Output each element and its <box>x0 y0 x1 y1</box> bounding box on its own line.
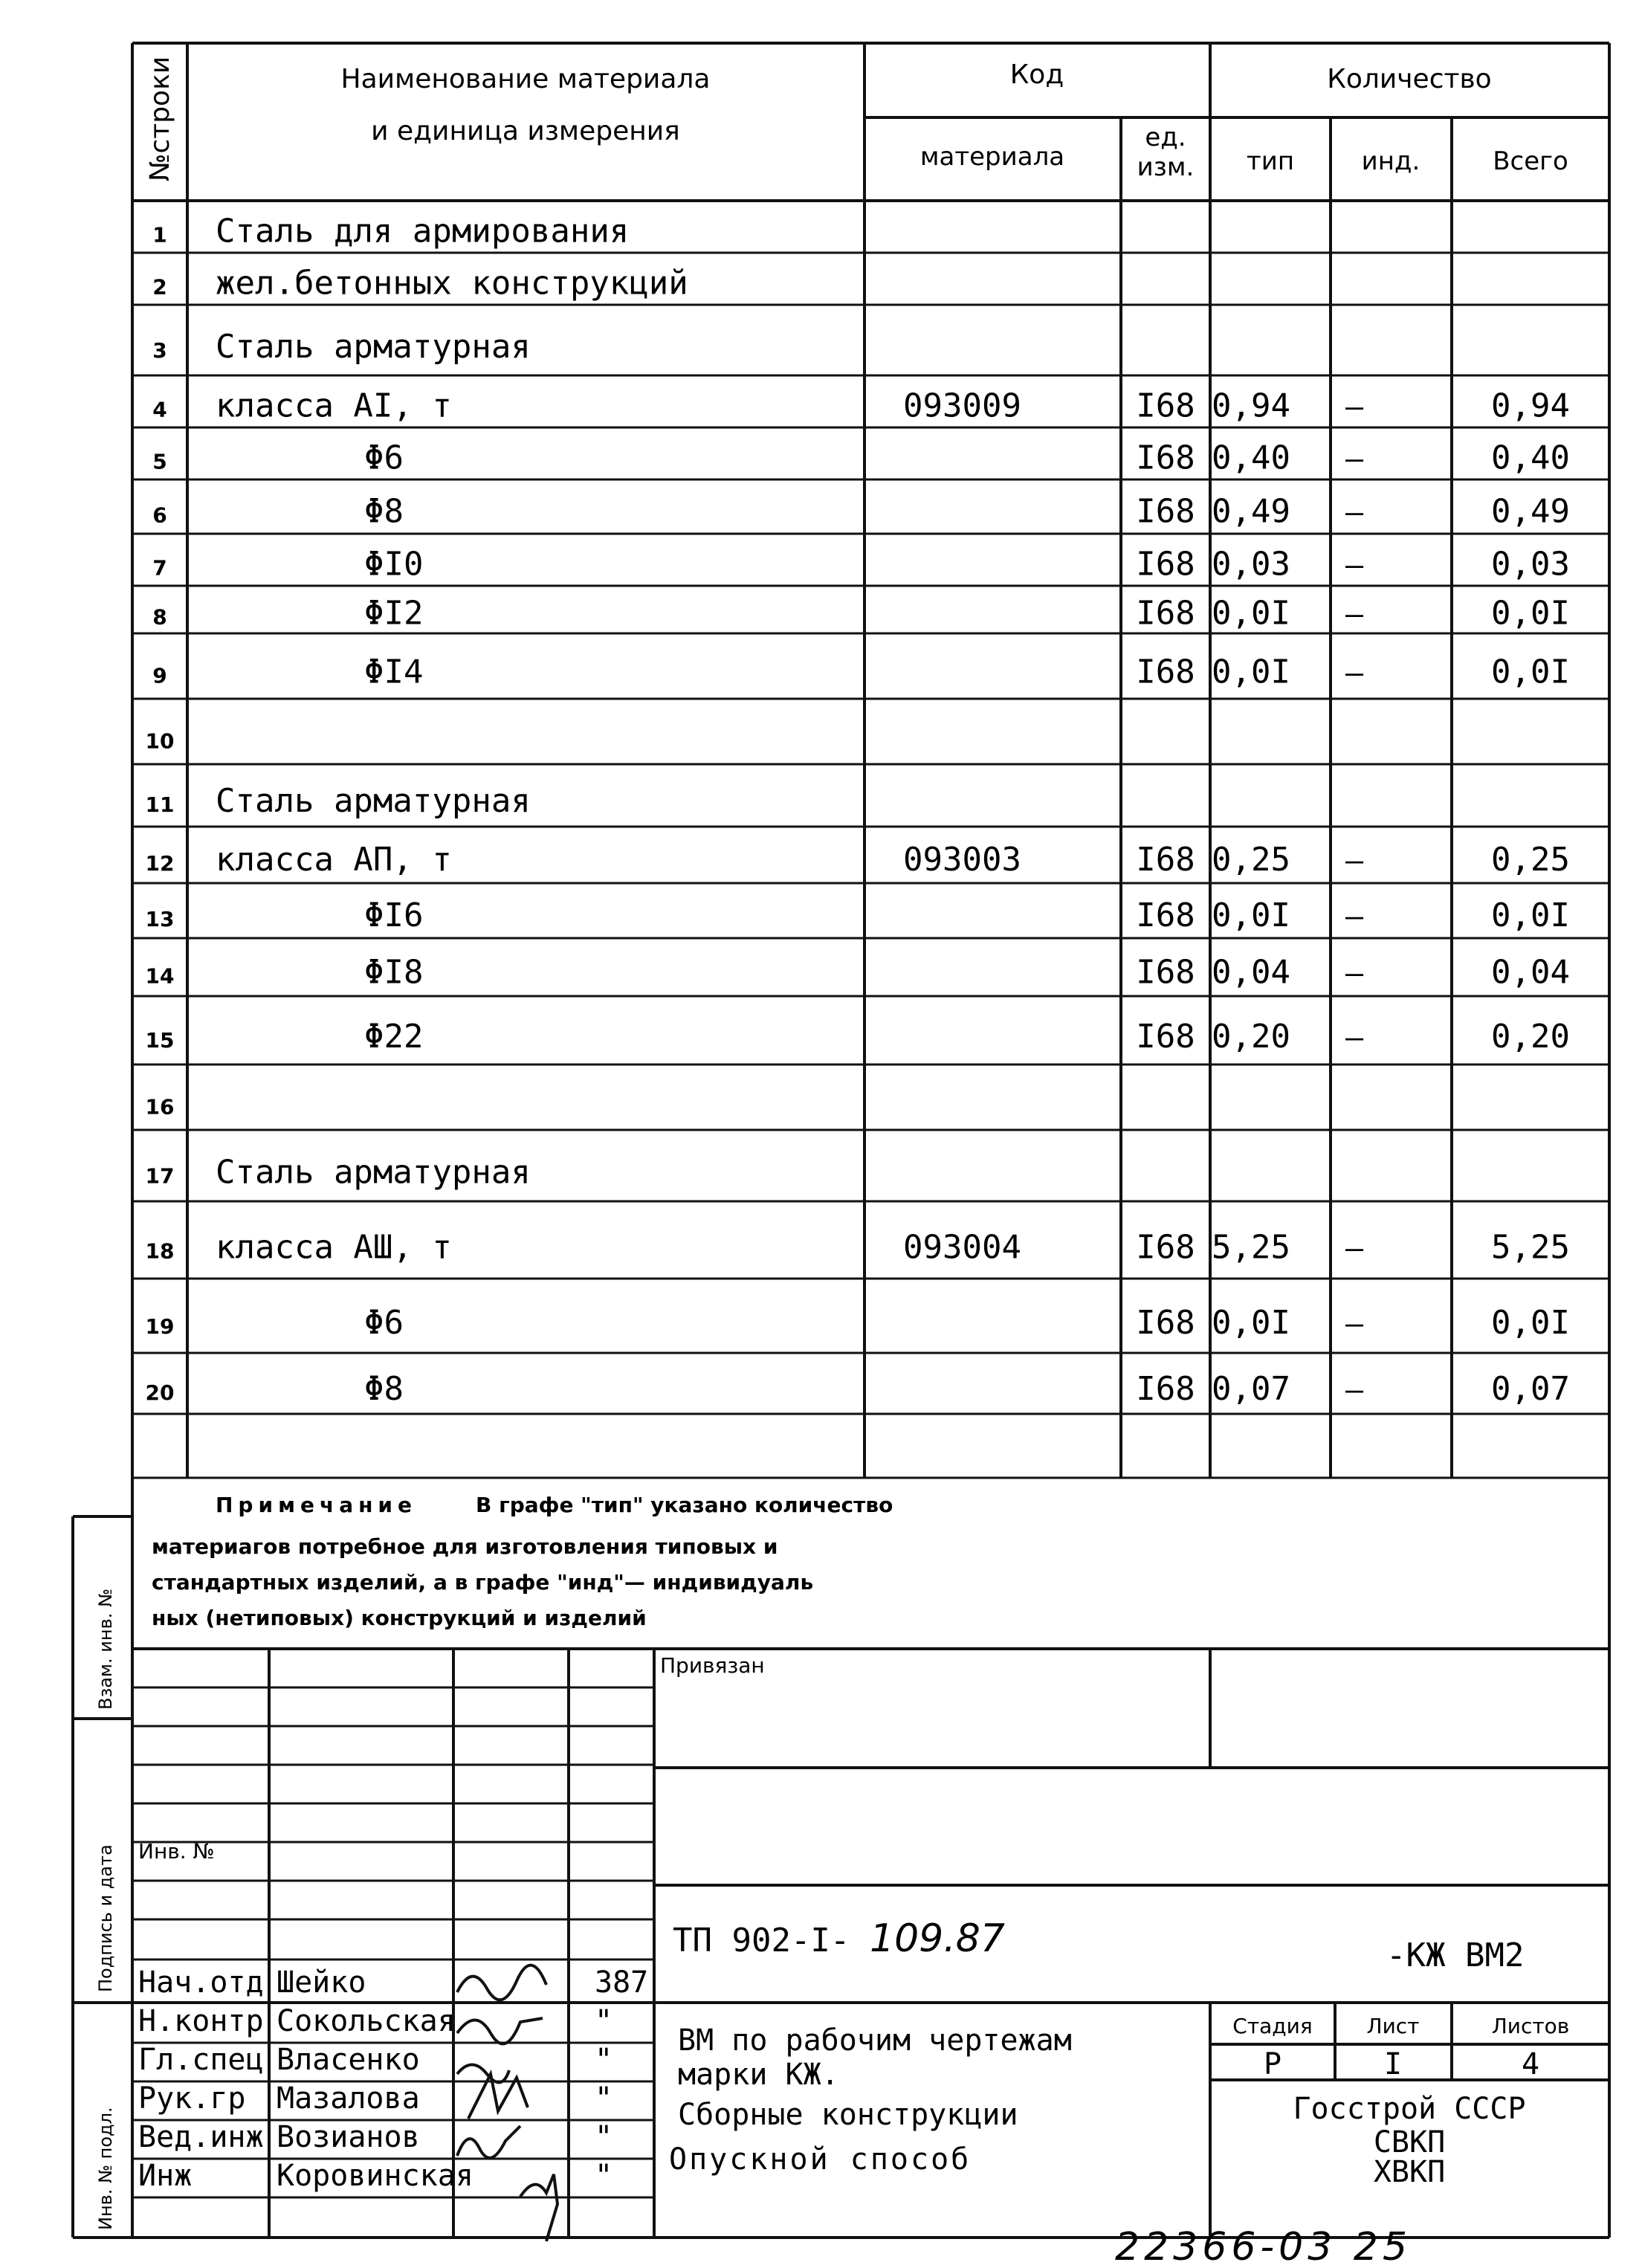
material-name: Φ8 <box>364 492 404 531</box>
row-number: 6 <box>152 503 167 528</box>
table-row <box>152 595 1570 633</box>
table-body <box>146 212 1570 1407</box>
qty-ind: – <box>1345 548 1364 583</box>
material-code: 093009 <box>903 387 1021 425</box>
header-total: Всего <box>1493 146 1568 176</box>
doc-code-handwritten: 109.87 <box>870 1916 1005 1961</box>
material-name: ΦI6 <box>364 896 424 934</box>
material-name: класса АП, т <box>216 841 452 879</box>
qty-ind: – <box>1345 495 1364 530</box>
material-name: Сталь для армирования <box>216 212 630 251</box>
material-name: Сталь арматурная <box>216 1153 531 1192</box>
note-line1: В графе "тип" указано количество <box>476 1493 893 1517</box>
header-row-number: №строки <box>145 56 175 181</box>
header-name-line1: Наименование материала <box>340 64 711 94</box>
qty-ind: – <box>1345 442 1364 476</box>
table-row <box>146 953 1570 991</box>
row-number: 18 <box>145 1238 175 1264</box>
qty-total: 0,03 <box>1491 545 1570 584</box>
material-name: класса АI, т <box>216 387 452 425</box>
qty-ind: – <box>1345 956 1364 991</box>
unit-code: I68 <box>1136 387 1195 425</box>
row-number: 10 <box>145 728 175 754</box>
title-line1: ВМ по рабочим чертежам <box>678 2023 1072 2058</box>
signer-role: Гл.спец <box>138 2043 264 2077</box>
row-number: 11 <box>145 792 175 818</box>
table-row <box>152 328 531 366</box>
qty-typ: 0,0I <box>1212 594 1290 633</box>
signer-date: " <box>595 2120 613 2154</box>
table-row <box>152 439 1570 476</box>
table-row <box>146 841 1570 879</box>
row-number: 19 <box>145 1314 175 1339</box>
table-grid <box>132 43 1609 2238</box>
signer-name: Возианов <box>277 2120 420 2154</box>
qty-total: 0,94 <box>1491 387 1570 425</box>
signer-role: Инж <box>138 2159 193 2193</box>
qty-typ: 0,40 <box>1212 439 1290 477</box>
signer-name: Власенко <box>277 2043 420 2077</box>
qty-total: 0,07 <box>1491 1369 1570 1408</box>
material-name: Сталь арматурная <box>216 782 531 821</box>
qty-ind: – <box>1345 1307 1364 1341</box>
row-number: 8 <box>152 604 167 630</box>
qty-typ: 0,07 <box>1212 1369 1290 1408</box>
unit-code: I68 <box>1136 841 1195 879</box>
note-block <box>152 1493 893 1630</box>
signature-6 <box>520 2174 557 2241</box>
row-number: 9 <box>152 663 167 688</box>
material-name: ΦI0 <box>364 545 424 584</box>
sheet-value: I <box>1383 2047 1403 2081</box>
table-row <box>152 264 688 302</box>
title-line3: Сборные конструкции <box>678 2098 1018 2132</box>
title-line4: Опускной способ <box>669 2142 972 2177</box>
qty-typ: 0,0I <box>1212 896 1290 934</box>
qty-total: 0,04 <box>1491 953 1570 992</box>
org-line3: ХВКП <box>1373 2155 1446 2189</box>
table-row <box>152 653 1570 691</box>
material-name: ΦI2 <box>364 594 424 633</box>
header-name-line2: и единица измерения <box>371 116 680 146</box>
header-code: Код <box>1009 59 1064 90</box>
header-ind: инд. <box>1361 146 1420 176</box>
unit-code: I68 <box>1136 1228 1195 1267</box>
row-number: 2 <box>152 274 167 300</box>
signature-3 <box>457 2065 509 2083</box>
unit-code: I68 <box>1136 492 1195 531</box>
table-row <box>146 1370 1570 1408</box>
note-label: Примечание <box>216 1493 418 1517</box>
table-row <box>146 1228 1570 1266</box>
row-number: 15 <box>145 1028 175 1053</box>
sheets-value: 4 <box>1521 2047 1540 2081</box>
signer-date: 387 <box>595 1965 649 2000</box>
qty-ind: – <box>1345 597 1364 632</box>
row-number: 17 <box>145 1163 175 1189</box>
unit-code: I68 <box>1136 439 1195 477</box>
org-line1: Госстрой СССР <box>1293 2092 1526 2126</box>
material-name: ΦI4 <box>364 653 424 691</box>
qty-total: 0,25 <box>1491 841 1570 879</box>
doc-code: ТП 902-I- <box>673 1922 850 1960</box>
qty-typ: 0,20 <box>1212 1018 1290 1056</box>
qty-typ: 0,49 <box>1212 492 1290 531</box>
signer-role: Нач.отд <box>138 1965 264 2000</box>
table-row <box>146 1304 1570 1342</box>
side-inv-podl: Инв. № подл. <box>95 2107 116 2230</box>
material-code: 093004 <box>903 1228 1021 1267</box>
qty-typ: 5,25 <box>1212 1228 1290 1267</box>
table-row <box>146 782 531 820</box>
row-number: 1 <box>152 222 167 248</box>
unit-code: I68 <box>1136 896 1195 934</box>
row-number: 16 <box>145 1094 175 1120</box>
qty-ind: – <box>1345 1231 1364 1266</box>
signer-role: Вед.инж <box>138 2120 264 2154</box>
qty-typ: 0,0I <box>1212 1304 1290 1342</box>
note-line3: стандартных изделий, а в графе "инд"— индивидуаль <box>152 1570 814 1595</box>
signer-date: " <box>595 2043 613 2077</box>
qty-ind: – <box>1345 1021 1364 1056</box>
stage-value: Р <box>1263 2047 1282 2081</box>
unit-code: I68 <box>1136 594 1195 633</box>
signature-1 <box>457 1965 546 2000</box>
footer-number: 22366-03 25 <box>1115 2225 1412 2265</box>
row-number: 7 <box>152 555 167 581</box>
table-row <box>146 1095 175 1120</box>
unit-code: I68 <box>1136 545 1195 584</box>
table-row <box>146 896 1570 934</box>
signer-name: Коровинская <box>277 2159 473 2193</box>
qty-typ: 0,25 <box>1212 841 1290 879</box>
signer-date: " <box>595 2081 613 2116</box>
row-number: 12 <box>145 851 175 876</box>
row-number: 20 <box>145 1380 175 1405</box>
signature-marks <box>457 1965 557 2241</box>
side-podpis-data: Подпись и дата <box>95 1844 116 1992</box>
qty-typ: 0,94 <box>1212 387 1290 425</box>
material-name: Φ22 <box>364 1018 424 1056</box>
unit-code: I68 <box>1136 653 1195 691</box>
qty-total: 0,40 <box>1491 439 1570 477</box>
material-code: 093003 <box>903 841 1021 879</box>
row-number: 13 <box>145 906 175 931</box>
material-name: Φ6 <box>364 1304 404 1342</box>
row-number: 4 <box>152 397 167 422</box>
signer-name: Мазалова <box>277 2081 420 2116</box>
signer-role: Рук.гр <box>138 2081 246 2116</box>
stage-label: Стадия <box>1232 2014 1313 2038</box>
qty-total: 0,0I <box>1491 1304 1570 1342</box>
note-line2: материагов потребное для изготовления типовых и <box>152 1534 778 1559</box>
signer-date: " <box>595 2159 613 2193</box>
header-quantity: Количество <box>1327 64 1492 94</box>
material-name: Сталь арматурная <box>216 327 531 366</box>
unit-code: I68 <box>1136 1369 1195 1408</box>
qty-total: 0,49 <box>1491 492 1570 531</box>
material-name: Φ8 <box>364 1369 404 1408</box>
table-row <box>146 1154 531 1192</box>
signature-2 <box>457 2018 543 2044</box>
qty-total: 0,0I <box>1491 896 1570 934</box>
org-line2: СВКП <box>1373 2125 1446 2159</box>
qty-ind: – <box>1345 656 1364 691</box>
qty-total: 0,0I <box>1491 594 1570 633</box>
sheets-label: Листов <box>1491 2014 1570 2038</box>
signer-date: " <box>595 2004 613 2038</box>
header-unit-line2: изм. <box>1137 152 1195 182</box>
qty-total: 0,0I <box>1491 653 1570 691</box>
table-row <box>152 545 1570 583</box>
row-number: 3 <box>152 337 167 363</box>
unit-code: I68 <box>1136 953 1195 992</box>
inv-no-label: Инв. № <box>138 1839 215 1864</box>
privyazan-label: Привязан <box>660 1653 765 1678</box>
qty-ind: – <box>1345 899 1364 934</box>
table-row <box>146 1018 1570 1056</box>
material-name: ΦI8 <box>364 953 424 992</box>
material-name: Φ6 <box>364 439 404 477</box>
table-row <box>152 387 1570 424</box>
signer-role: Н.контр <box>138 2004 264 2038</box>
signer-name: Шейко <box>277 1965 366 2000</box>
doc-mark: -КЖ ВМ2 <box>1386 1936 1525 1974</box>
qty-typ: 0,03 <box>1212 545 1290 584</box>
unit-code: I68 <box>1136 1304 1195 1342</box>
header-typ: тип <box>1246 146 1295 176</box>
title-line2: марки КЖ. <box>678 2058 839 2092</box>
qty-ind: – <box>1345 390 1364 424</box>
qty-ind: – <box>1345 844 1364 879</box>
header-unit-line1: ед. <box>1145 123 1186 152</box>
header-code-material: материала <box>919 142 1065 172</box>
table-row <box>146 729 175 754</box>
signer-name: Сокольская <box>277 2004 456 2038</box>
row-number: 14 <box>145 963 175 989</box>
qty-total: 0,20 <box>1491 1018 1570 1056</box>
sheet-label: Лист <box>1366 2014 1420 2038</box>
unit-code: I68 <box>1136 1018 1195 1056</box>
table-row <box>152 212 629 250</box>
qty-total: 5,25 <box>1491 1228 1570 1267</box>
note-line4: ных (нетиповых) конструкций и изделий <box>152 1606 647 1630</box>
side-vzam-inv: Взам. инв. № <box>95 1589 116 1710</box>
qty-typ: 0,0I <box>1212 653 1290 691</box>
material-name: жел.бетонных конструкций <box>216 264 688 303</box>
table-row <box>152 492 1570 530</box>
signature-5 <box>457 2126 520 2158</box>
material-name: класса АШ, т <box>216 1228 452 1267</box>
qty-typ: 0,04 <box>1212 953 1290 992</box>
qty-ind: – <box>1345 1372 1364 1407</box>
row-number: 5 <box>152 449 167 474</box>
